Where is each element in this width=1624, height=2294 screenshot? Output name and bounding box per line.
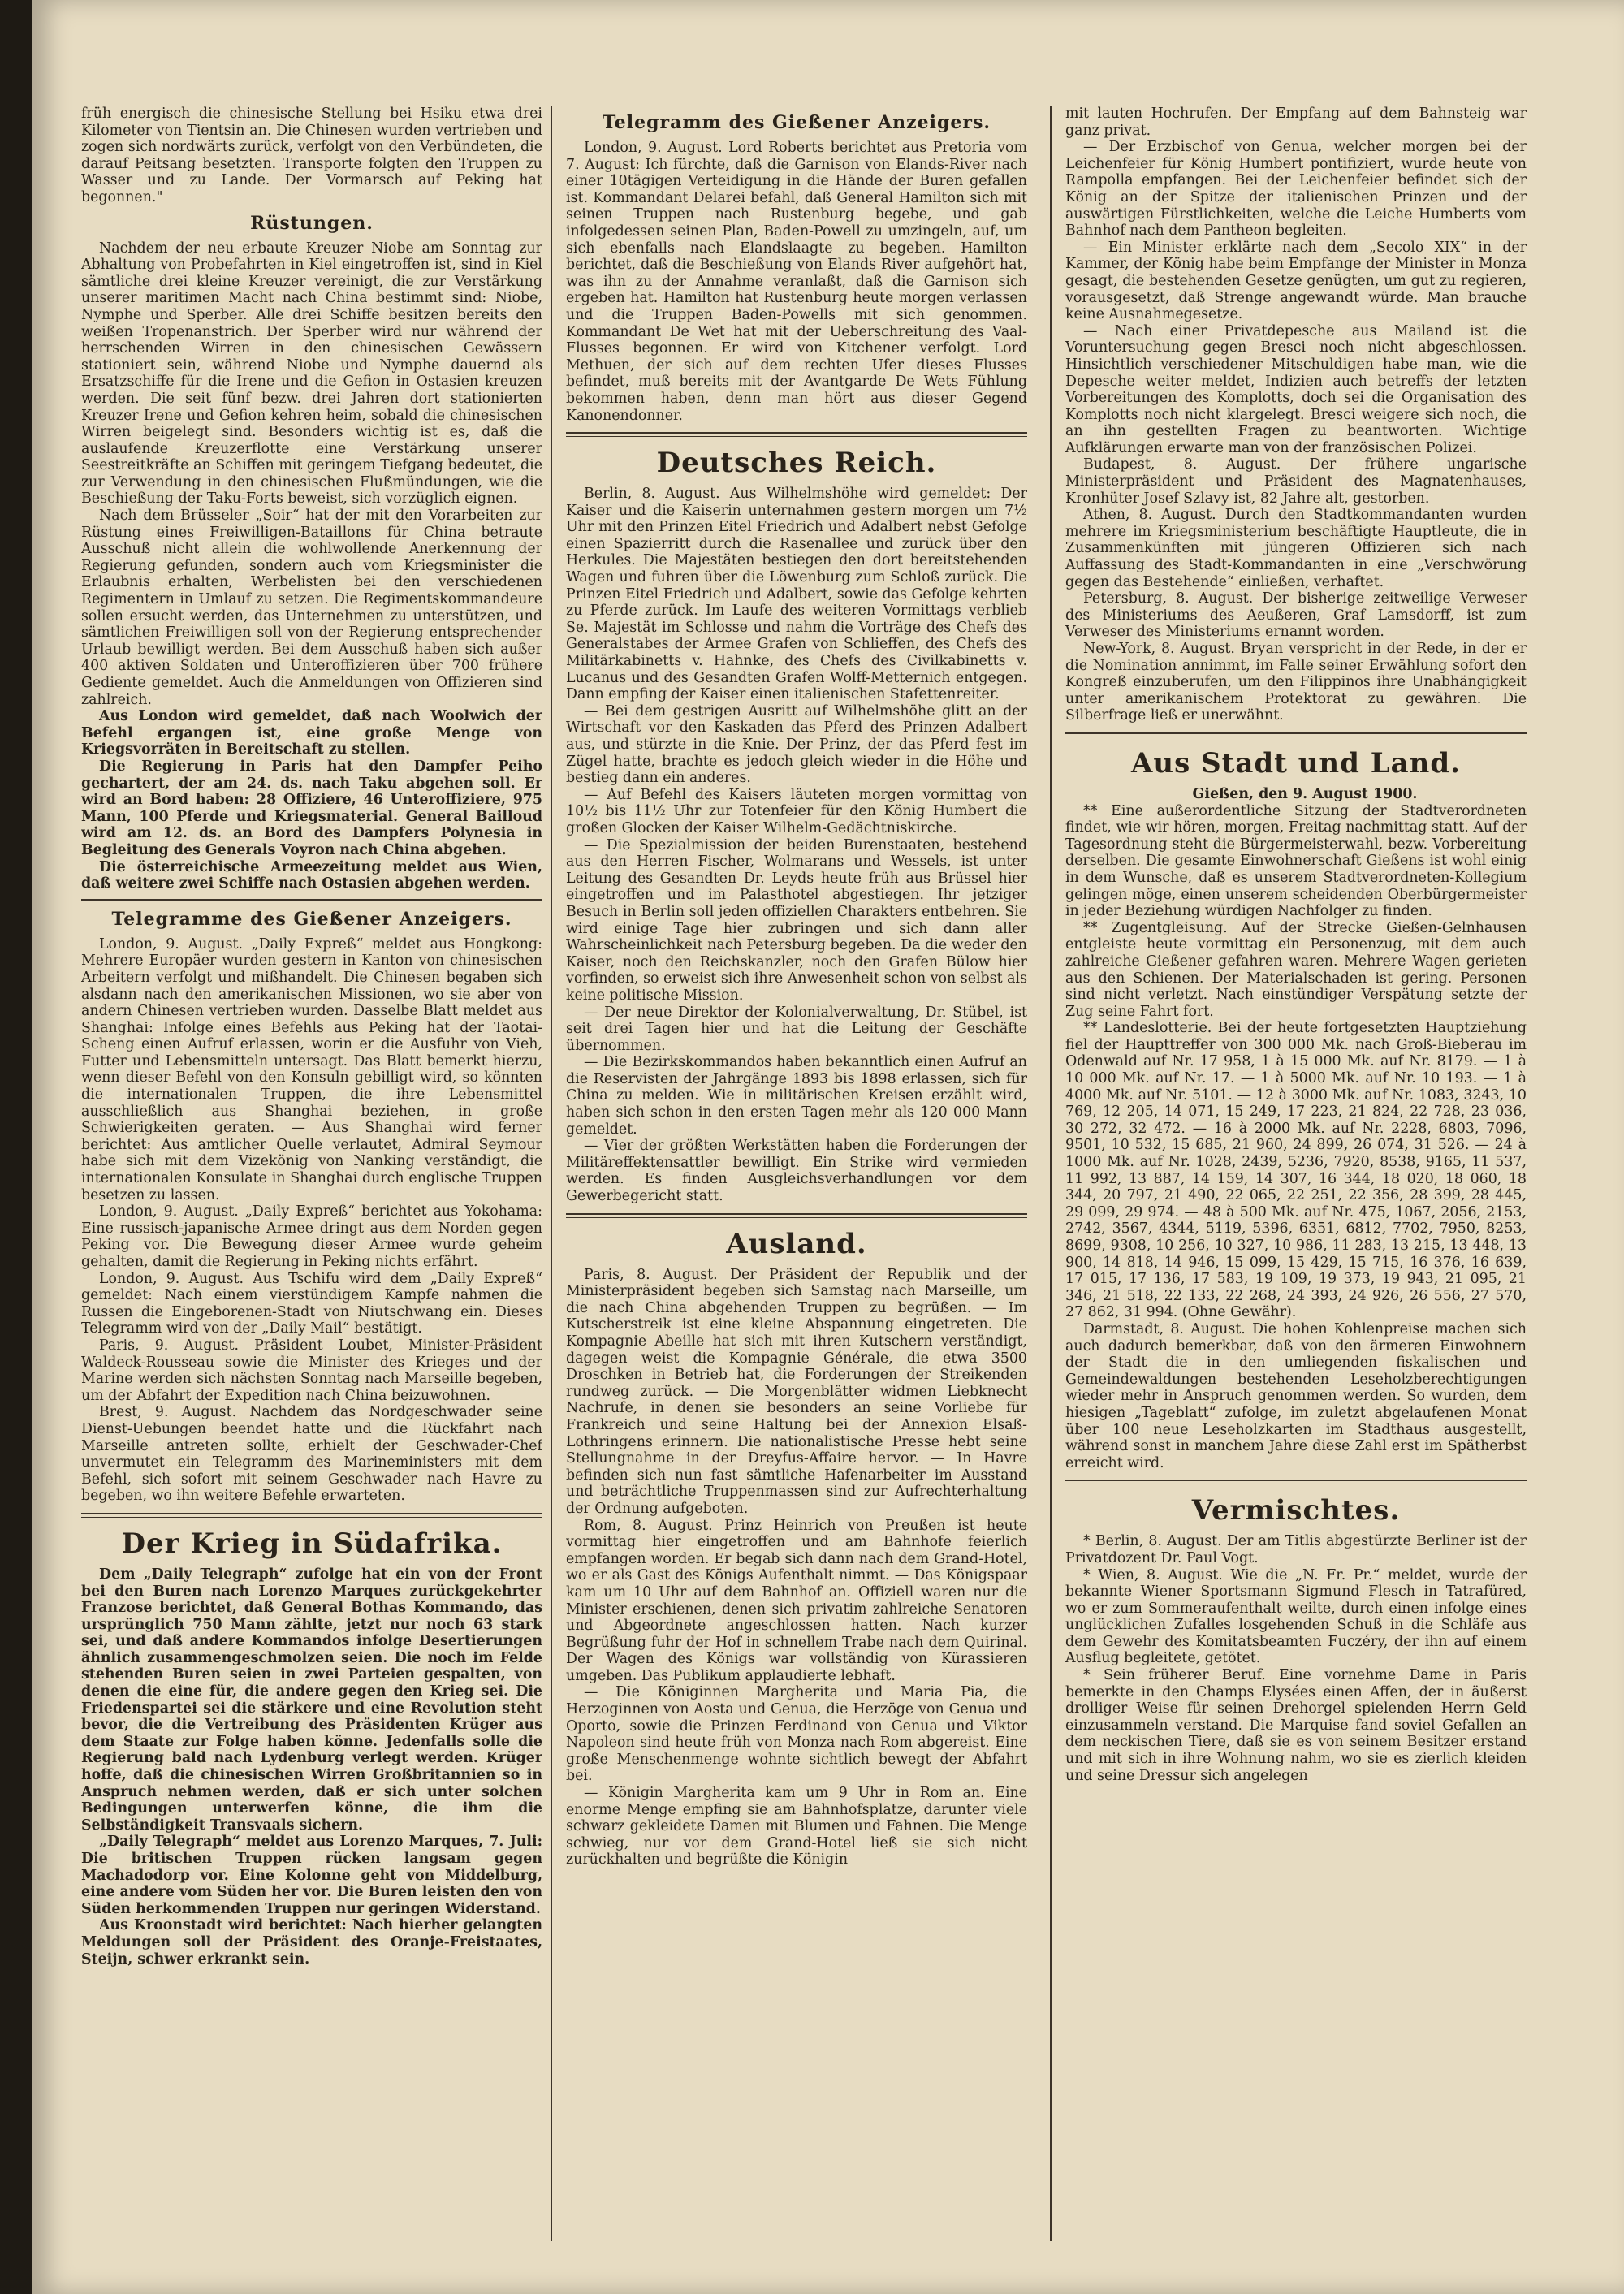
article-text: ** Zugentgleisung. Auf der Strecke Gießen-Gelnhausen entgleiste heute vormittag ein Personenzug, mit dem auch zahlreiche Gießener gefahren waren. Mehrere Wagen gerieten aus den Schienen. Der Materialschaden ist gering. Personen sind nicht verletzt. Nach einstündiger Verspätung setzte der Zug seine Fahrt fort. <box>1065 919 1527 1020</box>
article-text: — Auf Befehl des Kaisers läuteten morgen vormittag von 10½ bis 11½ Uhr zur Totenfeier für den König Humbert die großen Glocken der Kaiser Wilhelm-Gedächtniskirche. <box>566 786 1027 836</box>
article-text: — Bei dem gestrigen Ausritt auf Wilhelmshöhe glitt an der Wirtschaft vor den Kaskaden das Pferd des Prinzen Adalbert aus, und stürzte in die Knie. Der Prinz, der das Pferd fest im Zügel hatte, brachte es jedoch gleich wieder in die Höhe und bestieg dann ein anderes. <box>566 702 1027 787</box>
article-text: * Wien, 8. August. Wie die „N. Fr. Pr.“ meldet, wurde der bekannte Wiener Sportsmann Sigmund Flesch in Tatrafüred, wo er zum Sommeraufenthalt weilte, durch einen infolge eines unglücklichen Zufalles losgehenden Schuß in die Schläfe aus dem Gewehr des Komitatsbeamten Fuczéry, der ihn auf einem Ausflug begleitete, getötet. <box>1065 1566 1527 1667</box>
article-text: Paris, 8. August. Der Präsident der Republik und der Ministerpräsident begeben sich Samstag nach Marseille, um die nach China abgehenden Truppen zu begrüßen. — Im Kutscherstreik ist eine kleine Abspannung eingetreten. Die Kompagnie Abeille hat sich mit ihren Kutschern verständigt, dagegen weist die Kompagnie Générale, die etwa 3500 Droschken in Betrieb hat, die Forderungen der Streikenden rundweg zurück. — Die Morgenblätter widmen Liebknecht Nachrufe, in denen sie besonders an seine Vorliebe für Frankreich und seine Haltung bei der Annexion Elsaß-Lothringens erinnern. Die nationalistische Presse hebt seine Stellungnahme in der Dreyfus-Affaire hervor. — In Havre befinden sich nun fast sämtliche Hafenarbeiter im Ausstand und beträchtliche Truppenmassen sind zur Aufrechterhaltung der Ordnung aufgeboten. <box>566 1266 1027 1517</box>
article-text: London, 9. August. „Daily Expreß“ meldet aus Hongkong: Mehrere Europäer wurden gestern in Kanton von chinesischen Arbeitern verfolgt und mißhandelt. Die Chinesen begaben sich alsdann nach den amerikanischen Missionen, wo sie aber von andern Chinesen vertrieben wurden. Dasselbe Blatt meldet aus Shanghai: Infolge eines Befehls aus Peking hat der Taotai-Scheng einen Aufruf erlassen, worin er die Ausfuhr von Vieh, Futter und Lebensmitteln untersagt. Das Blatt bemerkt hierzu, wenn dieser Befehl von den Konsuln gebilligt wird, so könnten die internationalen Truppen, die ihre Lebensmittel ausschließlich aus Shanghai beziehen, in große Schwierigkeiten geraten. — Aus Shanghai wird ferner berichtet: Aus amtlicher Quelle verlautet, Admiral Seymour habe sich mit dem Vizekönig von Nanking verständigt, die internationalen Konsulate in Shanghai durch englische Truppen besetzen zu lassen. <box>81 935 542 1203</box>
article-text: ** Landeslotterie. Bei der heute fortgesetzten Hauptziehung fiel der Haupttreffer von 300 000 Mk. nach Groß-Bieberau im Odenwald auf Nr. 17 958, 1 à 15 000 Mk. auf Nr. 8179. — 1 à 10 000 Mk. auf Nr. 17. — 1 à 5000 Mk. auf Nr. 10 193. — 1 à 4000 Mk. auf Nr. 5101. — 12 à 3000 Mk. auf Nr. 1083, 3243, 10 769, 12 205, 14 071, 15 249, 17 223, 21 824, 22 728, 23 036, 30 272, 32 472. — 16 à 2000 Mk. auf Nr. 2228, 6803, 7096, 9501, 10 532, 15 685, 21 960, 24 899, 26 074, 31 526. — 24 à 1000 Mk. auf Nr. 1028, 2439, 5236, 7920, 8538, 9165, 11 537, 11 992, 13 887, 14 159, 14 307, 16 344, 18 020, 18 060, 18 344, 20 797, 21 490, 22 065, 22 251, 22 356, 28 399, 28 445, 29 099, 29 974. — 48 à 500 Mk. auf Nr. 475, 1067, 2056, 2153, 2742, 3567, 4344, 5119, 5396, 6351, 6812, 7702, 7950, 8253, 8699, 9308, 10 256, 10 327, 10 986, 11 283, 13 215, 13 448, 13 900, 14 818, 14 946, 15 099, 15 429, 15 715, 16 376, 16 639, 17 015, 17 136, 17 583, 19 109, 19 373, 19 943, 21 095, 21 346, 21 518, 22 133, 22 268, 24 393, 24 926, 26 556, 27 570, 27 862, 31 994. (Ohne Gewähr). <box>1065 1020 1527 1321</box>
article-text: London, 9. August. Aus Tschifu wird dem „Daily Expreß“ gemeldet: Nach einem vierstündigem Kampfe nahmen die Russen die Eingeborenen-Stadt von Niutschwang ein. Dieses Telegramm wird von der „Daily Mail“ bestätigt. <box>81 1270 542 1337</box>
article-text: Petersburg, 8. August. Der bisherige zeitweilige Verweser des Ministeriums des Aeußeren, Graf Lamsdorff, ist zum Verweser des Ministeriums ernannt worden. <box>1065 590 1527 641</box>
section-heading-stadt-und-land: Aus Stadt und Land. <box>1131 746 1461 780</box>
article-text: Darmstadt, 8. August. Die hohen Kohlenpreise machen sich auch dadurch bemerkbar, daß von den ärmeren Einwohnern der Stadt die in den umliegenden fiskalischen und Gemeindewaldungen bestehenden Leseholzberechtigungen wieder mehr in Anspruch genommen werden. So wurden, dem hiesigen „Tageblatt“ zufolge, im zuletzt abgelaufenen Monat über 100 neue Leseholzkarten im Stadthaus ausgestellt, während sonst in manchem Jahre diese Zahl erst im Spätherbst erreicht wird. <box>1065 1320 1527 1471</box>
newspaper-page <box>32 0 1624 2294</box>
article-text: — Die Königinnen Margherita und Maria Pia, die Herzoginnen von Aosta und Genua, die Herzöge von Genua und Oporto, sowie die Prinzen Ferdinand von Genua und Viktor Napoleon sind heute früh von Monza nach Rom abgereist. Eine große Menschenmenge wohnte sichtlich bewegt der Abfahrt bei. <box>566 1684 1027 1785</box>
section-heading-ausland: Ausland. <box>726 1227 867 1260</box>
divider <box>81 1513 542 1518</box>
section-heading-deutsches-reich: Deutsches Reich. <box>656 447 937 480</box>
article-text: — Die Bezirkskommandos haben bekanntlich einen Aufruf an die Reservisten der Jahrgänge 1893 bis 1898 erlassen, sich für China zu melden. Wie in militärischen Kreisen erzählt wird, haben sich schon in den ersten Tagen mehr als 120 000 Mann gemeldet. <box>566 1054 1027 1138</box>
article-text: Brest, 9. August. Nachdem das Nordgeschwader seine Dienst-Uebungen beendet hatte und die Rückfahrt nach Marseille antreten sollte, erhielt der Geschwader-Chef unvermutet ein Telegramm des Marineministers mit dem Befehl, sich sofort mit seinem Geschwader nach Havre zu begeben, wo ihn weitere Befehle erwarteten. <box>81 1404 542 1505</box>
article-text: Athen, 8. August. Durch den Stadtkommandanten wurden mehrere im Kriegsministerium beschäftigte Hauptleute, die in Zusammenkünften mit jüngeren Offizieren sich nach Auffassung des Stadt-Kommandanten in eine „Verschwörung gegen das Bestehende“ einließen, verhaftet. <box>1065 507 1527 590</box>
article-text: Die österreichische Armeezeitung meldet aus Wien, daß weitere zwei Schiffe nach Ostasien abgehen werden. <box>81 858 542 892</box>
article-text: — Königin Margherita kam um 9 Uhr in Rom an. Eine enorme Menge empfing sie am Bahnhofsplatze, darunter viele schwarz gekleidete Damen mit Blumen und Fahnen. Die Menge schwieg, nur vor dem Grand-Hotel ließ sie sich nicht zurückhalten und begrüßte die Königin <box>566 1785 1027 1868</box>
article-text: * Berlin, 8. August. Der am Titlis abgestürzte Berliner ist der Privatdozent Dr. Paul Vogt. <box>1065 1533 1527 1566</box>
article-text: — Nach einer Privatdepesche aus Mailand ist die Voruntersuchung gegen Bresci noch nicht abgeschlossen. Hinsichtlich verschiedener Mitschuldigen habe man, wie die Depesche weiter meldet, Indizien auch betreffs der letzten Vorbereitungen des Komplotts, doch sei die Organisation des Komplotts noch nicht klargelegt. Bresci weigere sich noch, die an ihn gestellten Fragen zu beantworten. Wichtige Aufklärungen erwarte man von der französischen Polizei. <box>1065 322 1527 456</box>
article-text: mit lauten Hochrufen. Der Empfang auf dem Bahnsteig war ganz privat. <box>1065 106 1527 139</box>
article-text: — Ein Minister erklärte nach dem „Secolo XIX“ in der Kammer, der König habe beim Empfange der Minister in Monza gesagt, die bestehenden Gesetze genügten, um gut zu regieren, vorausgesetzt, daß Strenge angewandt würde. Man brauche keine Ausnahmegesetze. <box>1065 239 1527 323</box>
article-text: Berlin, 8. August. Aus Wilhelmshöhe wird gemeldet: Der Kaiser und die Kaiserin unternahmen gestern morgen um 7½ Uhr mit den Prinzen Eitel Friedrich und Adalbert nebst Gefolge einen Spazierritt durch die Rasenallee und zurück über den Herkules. Die Majestäten bestiegen den dort bereitstehenden Wagen und fuhren über die Löwenburg zum Schloß zurück. Die Prinzen Eitel Friedrich und Adalbert, sowie das Gefolge kehrten zu Pferde zurück. Im Laufe des weiteren Vormittags verblieb Se. Majestät im Schlosse und nahm die Vorträge des Chefs des Generalstabes der Armee Grafen von Schlieffen, des Chefs des Militärkabinetts v. Hahnke, des Chefs des Civilkabinetts v. Lucanus und des Gesandten Grafen Wolff-Metternich entgegen. Dann empfing der Kaiser einen italienischen Stafettenreiter. <box>566 486 1027 703</box>
article-text: — Der Erzbischof von Genua, welcher morgen bei der Leichenfeier für König Humbert pontifiziert, wurde heute von Rampolla empfangen. Bei der Leichenfeier befindet sich der König an der Spitze der italienischen Prinzen und der auswärtigen Fürstlichkeiten, welche die Leiche Humberts vom Bahnhof nach dem Pantheon begleiten. <box>1065 139 1527 240</box>
article-text: Rom, 8. August. Prinz Heinrich von Preußen ist heute vormittag hier eingetroffen und am Bahnhofe feierlich empfangen worden. Er begab sich dann nach dem Grand-Hotel, wo er als Gast des Königs Aufenthalt nimmt. — Das Königspaar kam um 10 Uhr auf dem Bahnhof an. Offiziell waren nur die Minister erschienen, denen sich privatim zahlreiche Senatoren und Abgeordnete angeschlossen hatten. Nach kurzer Begrüßung fuhr der Hof in schnellem Trabe nach dem Quirinal. Der Wagen des Königs war vollständig von Kürassieren umgeben. Das Publikum applaudierte lebhaft. <box>566 1517 1027 1684</box>
article-text: Budapest, 8. August. Der frühere ungarische Ministerpräsident und Präsident des Magnatenhauses, Kronhüter Josef Szlavy ist, 82 Jahre alt, gestorben. <box>1065 456 1527 507</box>
article-text: Aus London wird gemeldet, daß nach Woolwich der Befehl ergangen ist, eine große Menge von Kriegsvorräten in Bereitschaft zu stellen. <box>81 708 542 758</box>
column-2 <box>566 106 1027 2249</box>
article-text: Dem „Daily Telegraph“ zufolge hat ein von der Front bei den Buren nach Lorenzo Marques zurückgekehrter Franzose berichtet, daß General Bothas Kommando, das ursprünglich 750 Mann zählte, jetzt nur noch 63 stark sei, und daß andere Kommandos infolge Desertierungen ähnlich zusammengeschmolzen seien. Die noch im Felde stehenden Buren seien in zwei Parteien gespalten, von denen die eine für, die andere gegen den Krieg sei. Die Friedenspartei sei die stärkere und eine Revolution steht bevor, die die Vertreibung des Präsidenten Krüger aus dem Staate zur Folge haben könne. Jedenfalls solle die Regierung bald nach Lydenburg verlegt werden. Krüger hoffe, daß die chinesischen Wirren Großbritannien so in Anspruch nehmen werden, daß er sich unter solchen Bedingungen unterwerfen könne, die ihm die Selbständigkeit Transvaals sichern. <box>81 1566 542 1834</box>
article-text: Aus Kroonstadt wird berichtet: Nach hierher gelangten Meldungen soll der Präsident des Oranje-Freistaates, Steijn, schwer erkrankt sein. <box>81 1917 542 1968</box>
divider <box>566 1213 1027 1218</box>
divider <box>1065 1480 1527 1484</box>
article-text: — Der neue Direktor der Kolonialverwaltung, Dr. Stübel, ist seit drei Tagen hier und hat die Leitung der Geschäfte übernommen. <box>566 1004 1027 1054</box>
article-text: — Vier der größten Werkstätten haben die Forderungen der Militäreffektensattler bewilligt. Ein Strike wird vermieden werden. Es finden Ausgleichsverhandlungen vor dem Gewerbegericht statt. <box>566 1138 1027 1205</box>
divider <box>1065 732 1527 737</box>
article-text: früh energisch die chinesische Stellung bei Hsiku etwa drei Kilometer von Tientsin an. Die Chinesen wurden vertrieben und zogen sich nordwärts zurück, verfolgt von den Verbündeten, die darauf Peitsang besetzten. Transporte folgten den Truppen zu Wasser und zu Lande. Der Vormarsch auf Peking hat begonnen." <box>81 106 542 205</box>
column-1 <box>81 106 542 2249</box>
article-text: Nachdem der neu erbaute Kreuzer Niobe am Sonntag zur Abhaltung von Probefahrten in Kiel eingetroffen ist, sind in Kiel sämtliche drei kleine Kreuzer vereinigt, die zur Verstärkung unserer maritimen Macht nach China bestimmt sind: Niobe, Nymphe und Sperber. Alle drei Schiffe besitzen bereits den weißen Tropenanstrich. Der Sperber wird nur während der herrschenden Wirren in den chinesischen Gewässern stationiert sein, während Niobe und Nymphe dauernd als Ersatzschiffe für die Irene und die Gefion in Ostasien kreuzen werden. Die seit fünf bezw. drei Jahren dort stationierten Kreuzer Irene und Gefion kehren heim, sobald die chinesischen Wirren beigelegt sind. Besonders wichtig ist es, daß die auslaufende Kreuzerflotte eine Verstärkung unserer Seestreitkräfte an Schiffen mit geringem Tiefgang bedeutet, die zur Verwendung in den chinesischen Flußmündungen, wie die Beschießung der Taku-Forts beweist, sich vorzüglich eignen. <box>81 240 542 508</box>
article-text: New-York, 8. August. Bryan verspricht in der Rede, in der er die Nomination annimmt, im Falle seiner Erwählung sofort den Kongreß einzuberufen, um den Filippinos ihre Unabhängigkeit unter amerikanischem Protektorat zu gewähren. Die Silberfrage ließ er unerwähnt. <box>1065 641 1527 724</box>
article-text: * Sein früherer Beruf. Eine vornehme Dame in Paris bemerkte in den Champs Elysées einen Affen, der in äußerst drolliger Weise für seinen Drehorgel spielenden Herrn Geld einzusammeln verstand. Die Marquise fand soviel Gefallen an dem neckischen Tiere, daß sie es von seinem Besitzer erstand und mit sich in ihre Wohnung nahm, wo sie es zierlich kleiden und seine Dressur sich angelegen <box>1065 1667 1527 1784</box>
column-rule-1 <box>551 106 552 2241</box>
section-heading-telegramm: Telegramm des Gießener Anzeigers. <box>602 112 991 133</box>
article-text: Die Regierung in Paris hat den Dampfer Peiho gechartert, der am 24. ds. nach Taku abgehen soll. Er wird an Bord haben: 28 Offiziere, 46 Unteroffiziere, 975 Mann, 100 Pferde und Kriegsmaterial. General Bailloud wird am 12. ds. an Bord des Dampfers Polynesia in Begleitung des Generals Voyron nach China abgehen. <box>81 758 542 858</box>
section-heading-ruestungen: Rüstungen. <box>250 212 374 234</box>
article-text: „Daily Telegraph“ meldet aus Lorenzo Marques, 7. Juli: Die britischen Truppen rücken langsam gegen Machadodorp vor. Eine Kolonne geht von Middelburg, eine andere vom Süden her vor. Die Buren leisten den von Süden herkommenden Truppen nur geringen Widerstand. <box>81 1834 542 1917</box>
divider <box>566 432 1027 437</box>
article-text: Paris, 9. August. Präsident Loubet, Minister-Präsident Waldeck-Rousseau sowie die Minister des Krieges und der Marine werden sich nächsten Sonntag nach Marseille begeben, um der Abfahrt der Expedition nach China beizuwohnen. <box>81 1337 542 1404</box>
article-text: Nach dem Brüsseler „Soir“ hat der mit den Vorarbeiten zur Rüstung eines Freiwilligen-Bataillons für China betraute Ausschuß nicht allein die wohlwollende Anerkennung der Regierung gefunden, sondern auch vom Kriegsminister die Erlaubnis erhalten, Werbelisten bei den verschiedenen Regimentern in Umlauf zu setzen. Die Regimentskommandeure sollen ersucht werden, das Unternehmen zu unterstützen, und sämtlichen Freiwilligen soll von der Regierung entsprechender Urlaub bewilligt werden. Bei dem Ausschuß haben sich außer 400 aktiven Soldaten und Unteroffizieren über 700 frühere Gediente gemeldet. Auch die Anmeldungen von Offizieren sind zahlreich. <box>81 508 542 708</box>
dateline: Gießen, den 9. August 1900. <box>1192 785 1418 802</box>
divider <box>81 899 542 901</box>
section-heading-vermischtes: Vermischtes. <box>1191 1494 1401 1527</box>
article-text: ** Eine außerordentliche Sitzung der Stadtverordneten findet, wie wir hören, morgen, Freitag nachmittag statt. Auf der Tagesordnung steht die Bürgermeisterwahl, bezw. Vorbereitung derselben. Die gesamte Einwohnerschaft Gießens ist wohl einig in dem Wunsche, daß es unserem Stadtverordneten-Kollegium gelingen möge, einen unserem scheidenden Oberbürgermeister in jeder Beziehung würdigen Nachfolger zu finden. <box>1065 802 1527 920</box>
column-rule-2 <box>1050 106 1052 2241</box>
article-text: London, 9. August. Lord Roberts berichtet aus Pretoria vom 7. August: Ich fürchte, daß die Garnison von Elands-River nach einer 10tägigen Verteidigung in die Hände der Buren gefallen ist. Kommandant Delarei befahl, daß General Hamilton sich mit seinen Truppen nach Rustenburg begebe, und gab infolgedessen seinen Plan, Baden-Powell zu umzingeln, auf, um sich ebenfalls nach Elandslaagte zu begeben. Hamilton berichtet, daß die Beschießung von Elands River aufgehört hat, was ihn zu der Annahme veranlaßt, daß die Garnison sich ergeben hat. Hamilton hat Rustenburg heute morgen verlassen und die Truppen Baden-Powells mit sich genommen. Kommandant De Wet hat mit der Ueberschreitung des Vaal-Flusses begonnen. Er wird von Kitchener verfolgt. Lord Methuen, der sich auf dem rechten Ufer dieses Flusses befindet, muß bereits mit der Avantgarde De Wets Fühlung bekommen haben, denn man hört aus dieser Gegend Kanonendonner. <box>566 140 1027 424</box>
article-text: London, 9. August. „Daily Expreß“ berichtet aus Yokohama: Eine russisch-japanische Armee dringt aus dem Norden gegen Peking vor. Die Bewegung dieser Armee wurde geheim gehalten, damit die Regierung in Peking nichts erfährt. <box>81 1203 542 1270</box>
section-heading-krieg: Der Krieg in Südafrika. <box>121 1527 503 1560</box>
article-text: — Die Spezialmission der beiden Burenstaaten, bestehend aus den Herren Fischer, Wolmarans und Wessels, ist unter Leitung des Gesandten Dr. Leyds heute früh aus Brüssel hier eingetroffen und im Palasthotel abgestiegen. Ihr jetziger Besuch in Berlin soll jeden offiziellen Charakters entbehren. Sie wird einige Tage hier zubringen und sich dann aller Wahrscheinlichkeit nach Petersburg begeben. Da die weder den Kaiser, noch den Reichskanzler, noch den Grafen Bülow hier vorfinden, so erweist sich ihre Anwesenheit schon von selbst als keine politische Mission. <box>566 836 1027 1004</box>
section-heading-telegramme: Telegramme des Gießener Anzeigers. <box>111 908 512 930</box>
column-3 <box>1065 106 1527 2249</box>
